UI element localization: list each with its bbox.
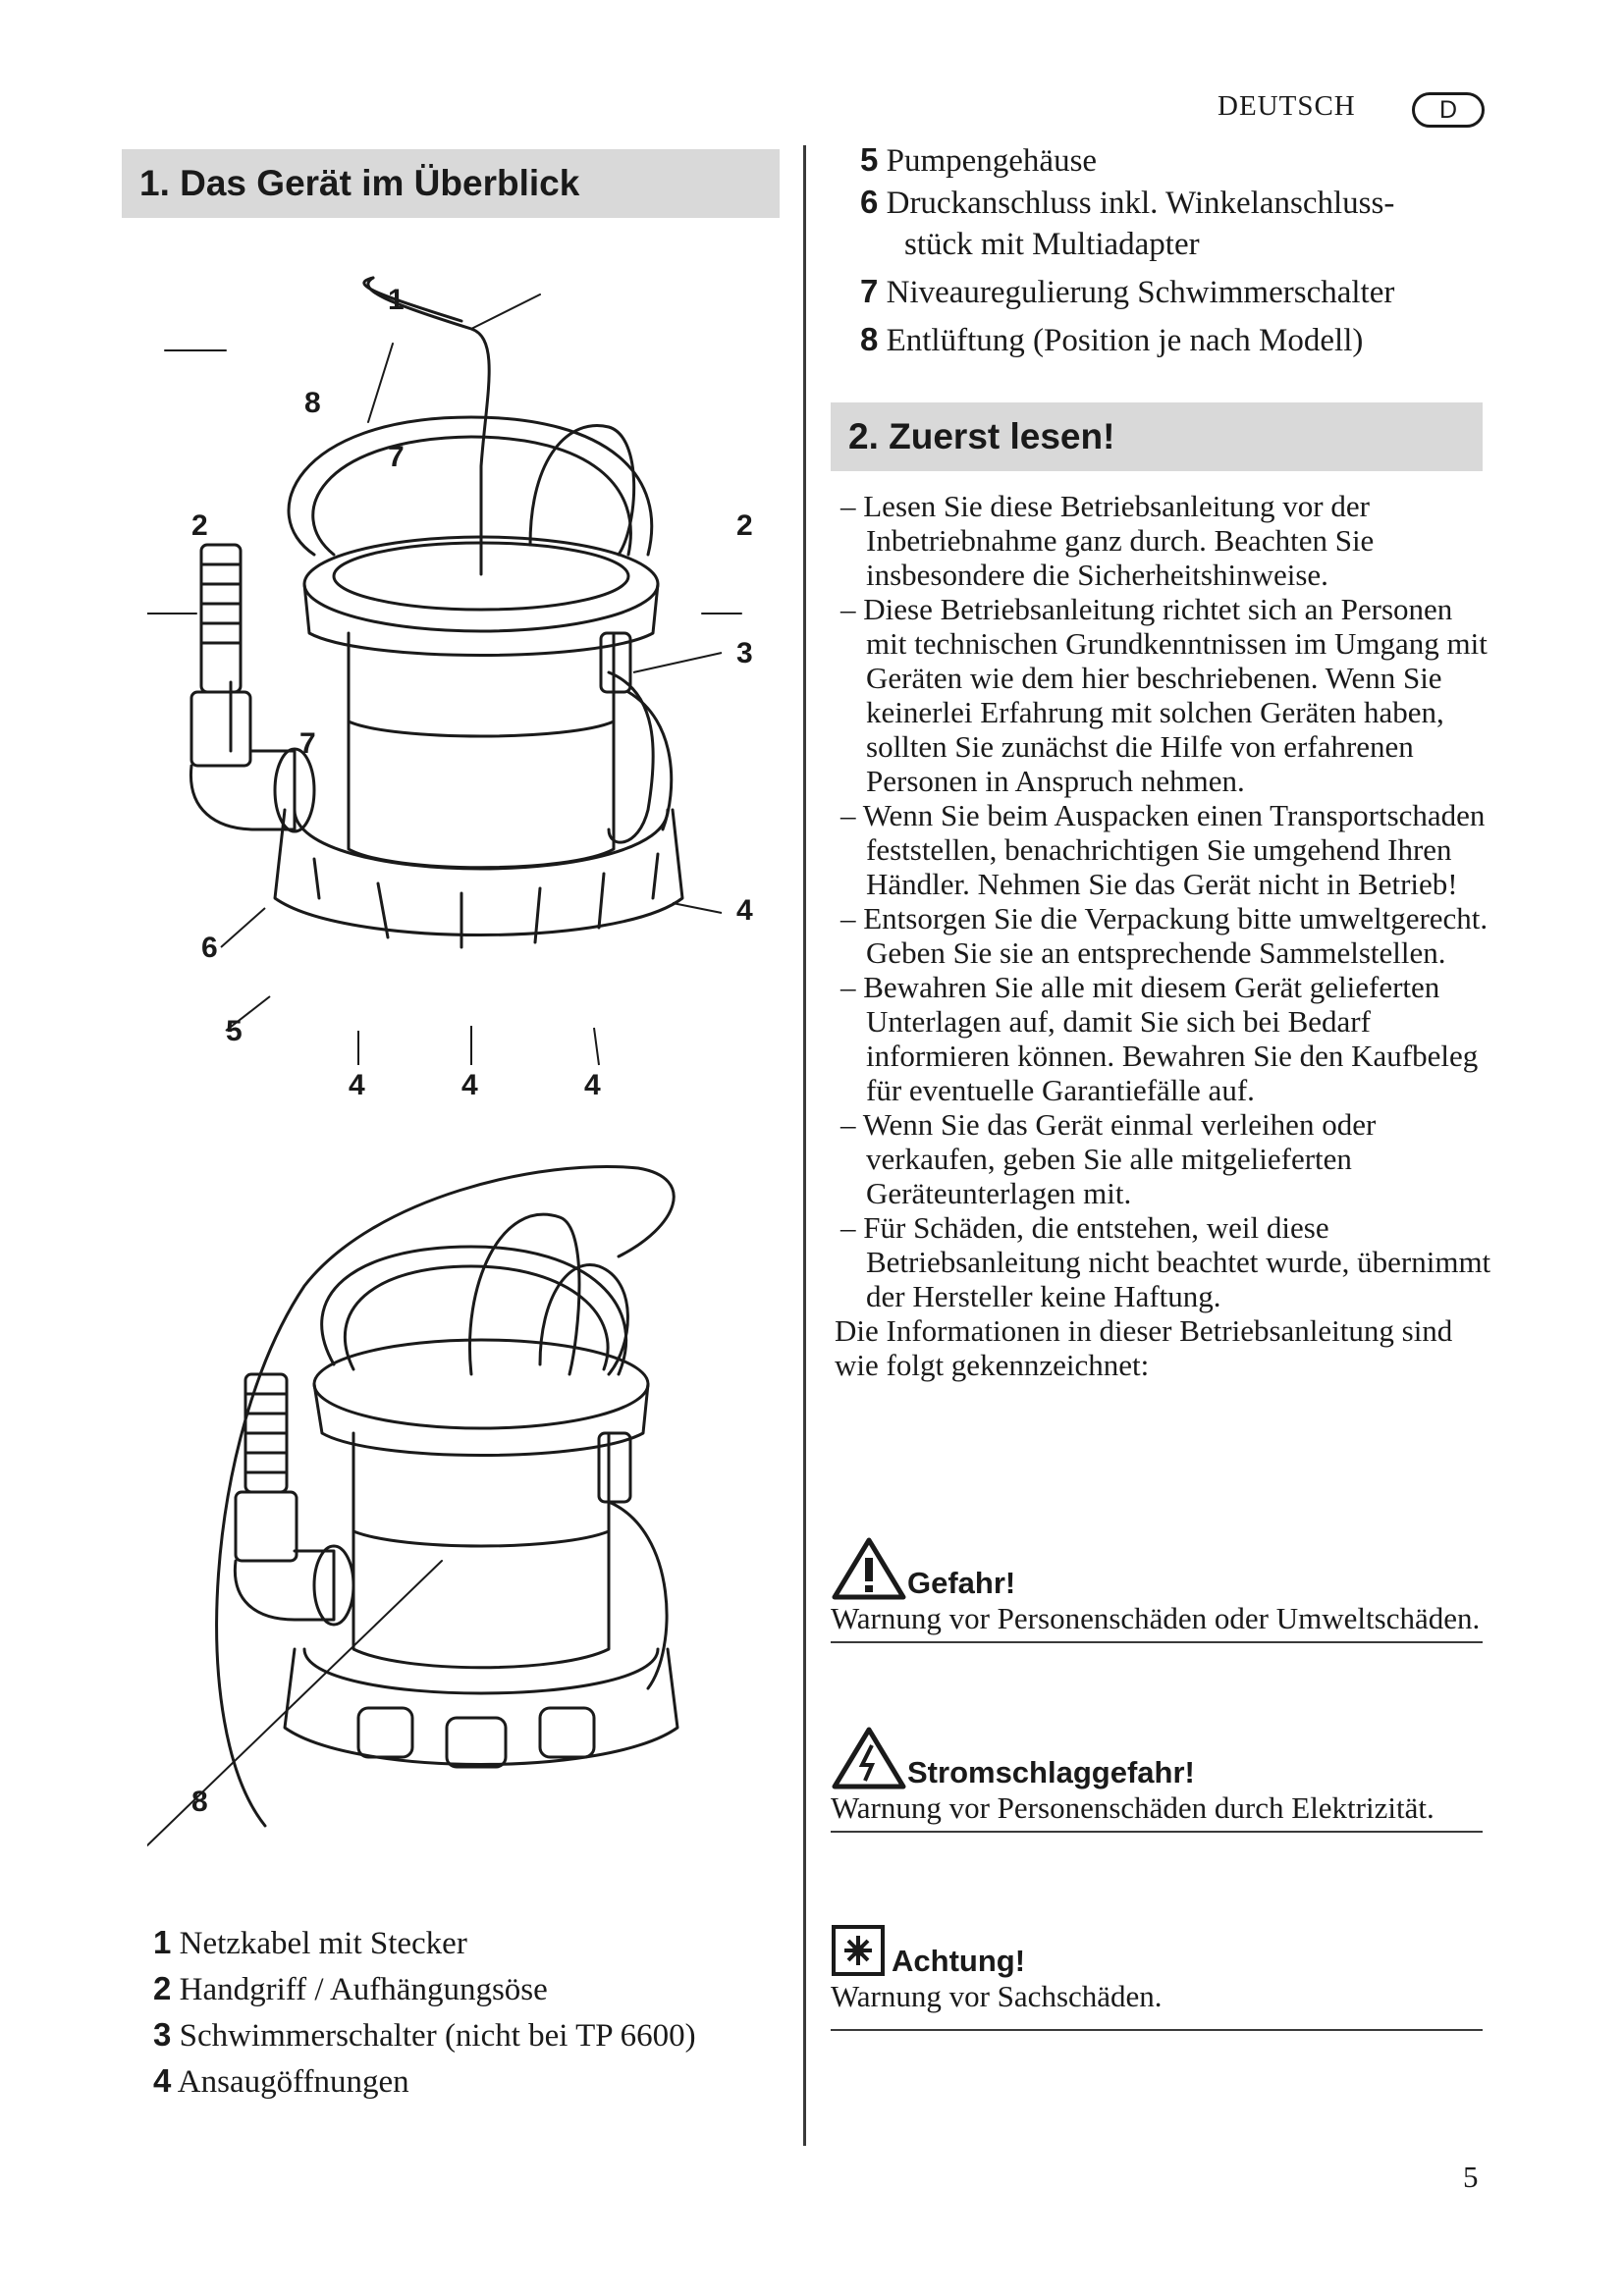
warning-danger xyxy=(831,1536,1483,1643)
legend-item: 8 Entlüftung (Position je nach Modell) xyxy=(860,321,1364,358)
callout-2-left: 2 xyxy=(191,509,208,542)
callout-1: 1 xyxy=(388,284,405,316)
callout-4-b: 4 xyxy=(461,1069,478,1101)
warning-text: Warnung vor Personenschäden oder Umweltschäden. xyxy=(831,1601,1481,1635)
column-divider xyxy=(803,145,806,2146)
parts-legend xyxy=(153,1920,782,2105)
legend-item: 1 Netzkabel mit Stecker xyxy=(153,1924,467,1961)
callout-4-right: 4 xyxy=(736,894,753,927)
list-item: – Lesen Sie diese Betriebsanleitung vor der Inbetriebnahme ganz durch. Beachten Sie insbesondere die Sicherheitshinweise. xyxy=(840,489,1375,592)
section-title-overview: 1. Das Gerät im Überblick xyxy=(122,149,780,218)
legend-item: 4 Ansaugöffnungen xyxy=(153,2062,409,2100)
attention-box-icon xyxy=(831,1924,888,1979)
parts-legend-continued xyxy=(860,139,1489,361)
callout-3: 3 xyxy=(736,637,753,669)
divider-line xyxy=(831,1641,1483,1643)
callout-7-mid: 7 xyxy=(299,727,316,760)
top-collar-2 xyxy=(314,1340,648,1428)
pump-base-2 xyxy=(304,1649,658,1693)
list-item: – Entsorgen Sie die Verpackung bitte umweltgerecht. Geben Sie sie an entsprechende Sammelstellen. xyxy=(840,901,1489,970)
callout-2-right: 2 xyxy=(736,509,753,542)
power-cable-2 xyxy=(469,1214,579,1374)
list-item: – Diese Betriebsanleitung richtet sich an Personen mit technischen Grundkenntnissen im Umgang mit Geräten wie dem hier beschriebenen. Wenn Sie keinerlei Erfahrung mit solchen Geräten haben, sollten Sie zunächst die Hilfe von erfahrenen Personen in Anspruch nehmen. xyxy=(840,592,1488,798)
list-item: – Wenn Sie beim Auspacken einen Transportschaden feststellen, benachrichtigen Sie umgehend Ihren Händler. Nehmen Sie das Gerät nicht in Betrieb! xyxy=(840,798,1486,901)
divider-line xyxy=(831,2029,1483,2031)
callout-8: 8 xyxy=(304,387,321,419)
intro-text: Die Informationen in dieser Betriebsanleitung sind wie folgt gekennzeichnet: xyxy=(835,1313,1453,1382)
pump-diagram-1 xyxy=(147,260,785,1114)
divider-line xyxy=(831,1831,1483,1833)
warning-text: Warnung vor Sachschäden. xyxy=(831,1979,1163,2013)
legend-item: 6 Druckanschluss inkl. Winkelanschluss- stück mit Multiadapter xyxy=(860,184,1395,262)
warning-title: Achtung! xyxy=(892,1944,1026,1978)
section-title-read-first: 2. Zuerst lesen! xyxy=(831,402,1483,471)
legend-item: 2 Handgriff / Aufhängungsöse xyxy=(153,1970,548,2007)
pump-body-2 xyxy=(353,1433,609,1668)
language-label: DEUTSCH xyxy=(1218,90,1356,122)
legend-item: 7 Niveauregulierung Schwimmerschalter xyxy=(860,273,1395,310)
page-number: 5 xyxy=(1463,2160,1479,2194)
callout-7-top: 7 xyxy=(388,441,405,473)
electric-shock-icon xyxy=(831,1726,907,1790)
callout-5: 5 xyxy=(226,1015,243,1047)
pump-diagram-2 xyxy=(147,1139,785,1885)
callout-8-lower: 8 xyxy=(191,1786,208,1818)
warning-text: Warnung vor Personenschäden durch Elektrizität. xyxy=(831,1790,1435,1825)
language-badge: D xyxy=(1412,92,1485,128)
warning-attention xyxy=(831,1924,1483,2031)
pump-body xyxy=(349,633,614,868)
danger-triangle-icon xyxy=(831,1536,907,1601)
callout-4-a: 4 xyxy=(349,1069,365,1101)
callout-6: 6 xyxy=(201,932,218,964)
legend-item: 5 Pumpengehäuse xyxy=(860,141,1098,179)
warning-title: Gefahr! xyxy=(907,1566,1016,1600)
callout-4-c: 4 xyxy=(584,1069,601,1101)
list-item: – Bewahren Sie alle mit diesem Gerät gelieferten Unterlagen auf, damit Sie sich bei Bedarf informieren können. Bewahren Sie den Kaufbeleg für eventuelle Garantiefälle auf. xyxy=(840,970,1479,1107)
warning-title: Stromschlaggefahr! xyxy=(907,1755,1195,1789)
list-item: – Wenn Sie das Gerät einmal verleihen oder verkaufen, geben Sie alle mitgelieferten Geräteunterlagen mit. xyxy=(840,1107,1377,1210)
list-item: – Für Schäden, die entstehen, weil diese Betriebsanleitung nicht beachtet wurde, übernimmt der Hersteller keine Haftung. xyxy=(840,1210,1491,1313)
warning-electric xyxy=(831,1726,1483,1833)
legend-item: 3 Schwimmerschalter (nicht bei TP 6600) xyxy=(153,2016,696,2054)
read-first-list xyxy=(835,489,1492,1382)
